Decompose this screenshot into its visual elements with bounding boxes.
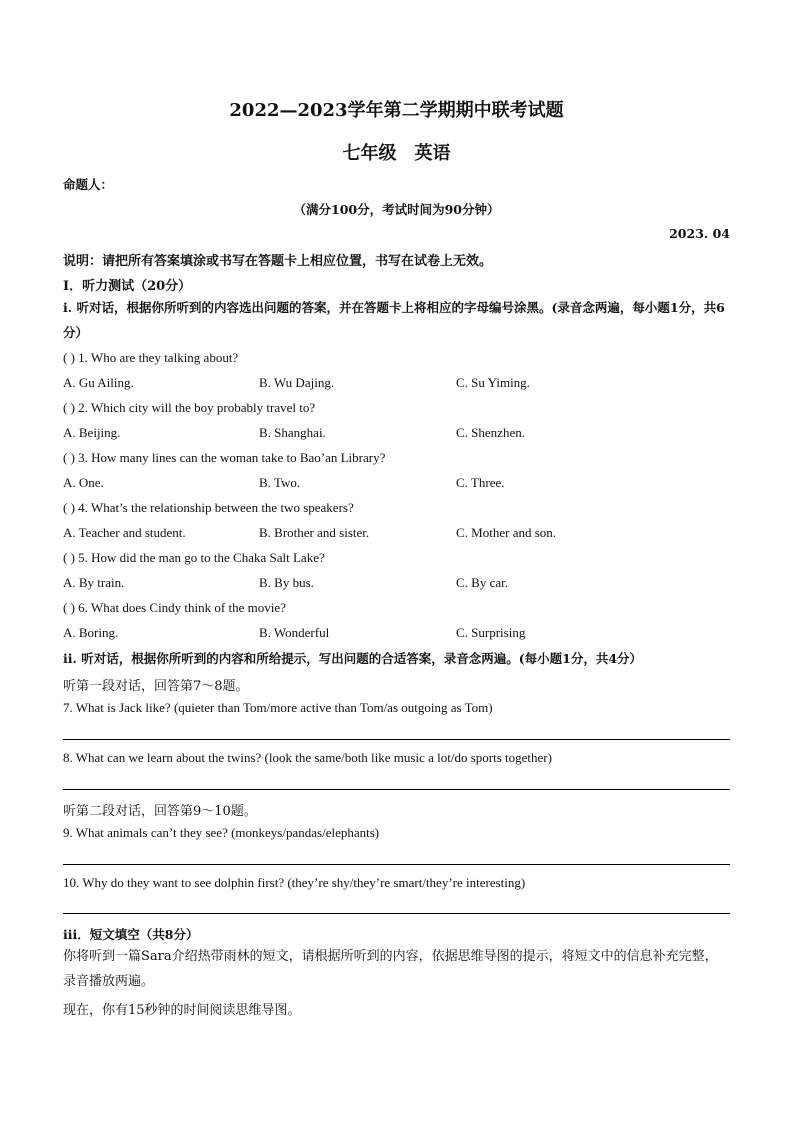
option-b: B. Shanghai. (259, 425, 326, 440)
dialog-1-note: 听第一段对话，回答第7～8题。 (63, 679, 249, 694)
option-a: A. Gu Ailing. (63, 375, 134, 390)
exam-subtitle: 七年级 英语 (342, 143, 451, 164)
option-c: C. Surprising (456, 625, 526, 640)
question-10: 10. Why do they want to see dolphin first? (they’re shy/they’re smart/they’re interesting) (63, 875, 526, 890)
option-c: C. Three. (456, 475, 505, 490)
answer-line-7[interactable] (63, 739, 730, 740)
question-8: 8. What can we learn about the twins? (look the same/both like music a lot/do sports together) (63, 750, 552, 765)
option-b: B. Brother and sister. (259, 525, 370, 540)
option-b: B. Wu Dajing. (259, 375, 335, 390)
section-heading: Ⅰ．听力测试（20分） (63, 279, 192, 294)
question-stem: ( ) 3. How many lines can the woman take to Bao’an Library? (63, 450, 386, 465)
option-b: B. Wonderful (259, 625, 330, 640)
option-c: C. Mother and son. (456, 525, 557, 540)
option-c: C. Shenzhen. (456, 425, 525, 440)
answer-line-8[interactable] (63, 789, 730, 790)
exam-title: 2022—2023学年第二学期期中联考试题 (229, 100, 564, 121)
dialog-2-note: 听第二段对话，回答第9～10题。 (63, 804, 257, 819)
option-c: C. Su Yiming. (456, 375, 530, 390)
option-a: A. Teacher and student. (63, 525, 186, 540)
question-stem: ( ) 5. How did the man go to the Chaka Salt Lake? (63, 550, 325, 565)
answer-line-9[interactable] (63, 864, 730, 865)
part-iii-text: 你将听到一篇Sara介绍热带雨林的短文，请根据所听到的内容，依据思维导图的提示，将短文中的信息补充完整，录音播放两遍。 (63, 949, 718, 989)
question-stem: ( ) 2. Which city will the boy probably travel to? (63, 400, 316, 415)
option-a: A. Boring. (63, 625, 119, 640)
option-b: B. By bus. (259, 575, 314, 590)
option-c: C. By car. (456, 575, 508, 590)
author-label: 命题人： (63, 177, 114, 192)
question-7: 7. What is Jack like? (quieter than Tom/more active than Tom/as outgoing as Tom) (63, 700, 493, 715)
question-stem: ( ) 6. What does Cindy think of the movie? (63, 600, 286, 615)
option-a: A. By train. (63, 575, 125, 590)
part-iii-heading: iii．短文填空（共8分） (63, 927, 199, 942)
instructions: 说明：请把所有答案填涂或书写在答题卡上相应位置，书写在试卷上无效。 (63, 254, 493, 269)
option-a: A. One. (63, 475, 104, 490)
exam-date: 2023. 04 (669, 226, 730, 241)
option-a: A. Beijing. (63, 425, 121, 440)
question-9: 9. What animals can’t they see? (monkeys/pandas/elephants) (63, 825, 380, 840)
score-note: （满分100分，考试时间为90分钟） (293, 202, 500, 217)
part-iii-note: 现在，你有15秒钟的时间阅读思维导图。 (63, 1003, 301, 1018)
part-ii-intro: ii. 听对话，根据你所听到的内容和所给提示，写出问题的合适答案，录音念两遍。(每小题1分，共4分） (63, 651, 643, 666)
answer-line-10[interactable] (63, 913, 730, 914)
question-stem: ( ) 1. Who are they talking about? (63, 350, 239, 365)
part-i-intro: i. 听对话，根据你所听到的内容选出问题的答案，并在答题卡上将相应的字母编号涂黑。(录音念两遍，每小题1分，共6分） (63, 300, 725, 340)
question-stem: ( ) 4. What’s the relationship between the two speakers? (63, 500, 354, 515)
option-b: B. Two. (259, 475, 301, 490)
